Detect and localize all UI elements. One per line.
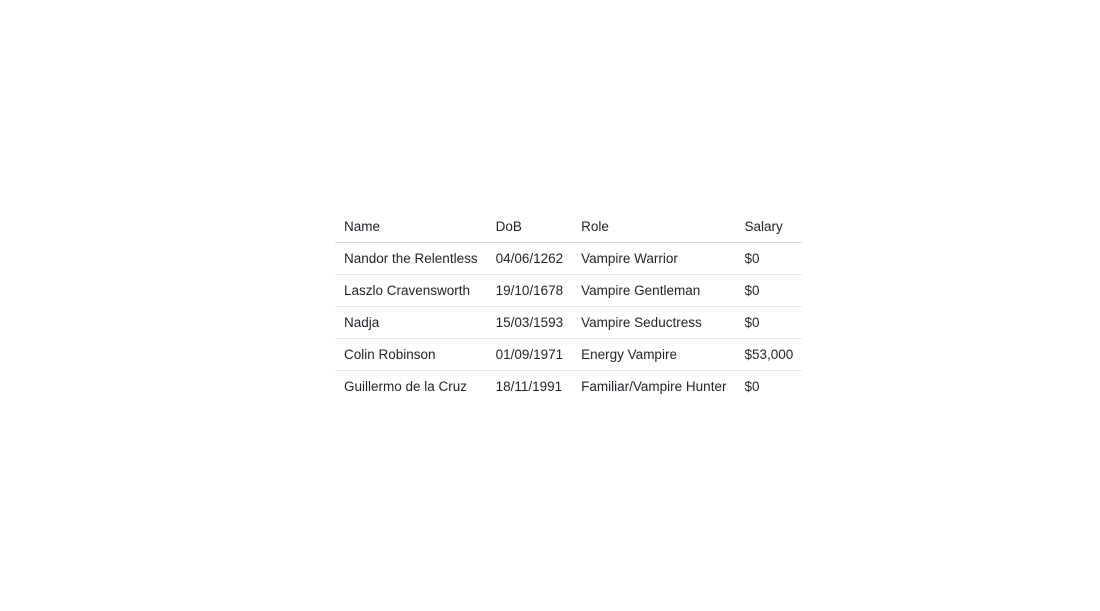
table-container xyxy=(335,211,802,402)
cell-role: Vampire Gentleman xyxy=(572,275,735,307)
cell-role: Vampire Warrior xyxy=(581,251,678,266)
table-header xyxy=(335,211,802,243)
cell-name: Nandor the Relentless xyxy=(344,251,478,266)
cell-role: Energy Vampire xyxy=(572,339,735,371)
column-header-salary: Salary xyxy=(735,211,802,243)
column-header-name: Name xyxy=(335,211,487,243)
column-header-role: Role xyxy=(572,211,735,243)
cell-dob: 15/03/1593 xyxy=(487,307,573,339)
column-header-dob: DoB xyxy=(487,211,573,243)
table-row xyxy=(335,243,802,275)
table-row xyxy=(335,275,802,307)
header-row xyxy=(335,211,802,243)
cell-salary: $0 xyxy=(735,371,802,403)
cell-dob: 18/11/1991 xyxy=(487,371,573,403)
employees-table xyxy=(335,211,802,402)
table-row xyxy=(335,307,802,339)
cell-salary: $0 xyxy=(744,251,760,266)
cell-name: Laszlo Cravensworth xyxy=(335,275,487,307)
cell-dob: 19/10/1678 xyxy=(487,275,573,307)
cell-role: Familiar/Vampire Hunter xyxy=(572,371,735,403)
cell-salary: $53,000 xyxy=(735,339,802,371)
cell-name: Nadja xyxy=(335,307,487,339)
cell-role: Vampire Seductress xyxy=(572,307,735,339)
cell-name: Colin Robinson xyxy=(335,339,487,371)
cell-salary: $0 xyxy=(735,275,802,307)
cell-name: Guillermo de la Cruz xyxy=(335,371,487,403)
table-row xyxy=(335,339,802,371)
cell-salary: $0 xyxy=(735,307,802,339)
cell-dob: 01/09/1971 xyxy=(487,339,573,371)
table-body xyxy=(335,243,802,403)
table-row xyxy=(335,371,802,403)
cell-dob: 04/06/1262 xyxy=(495,251,564,266)
